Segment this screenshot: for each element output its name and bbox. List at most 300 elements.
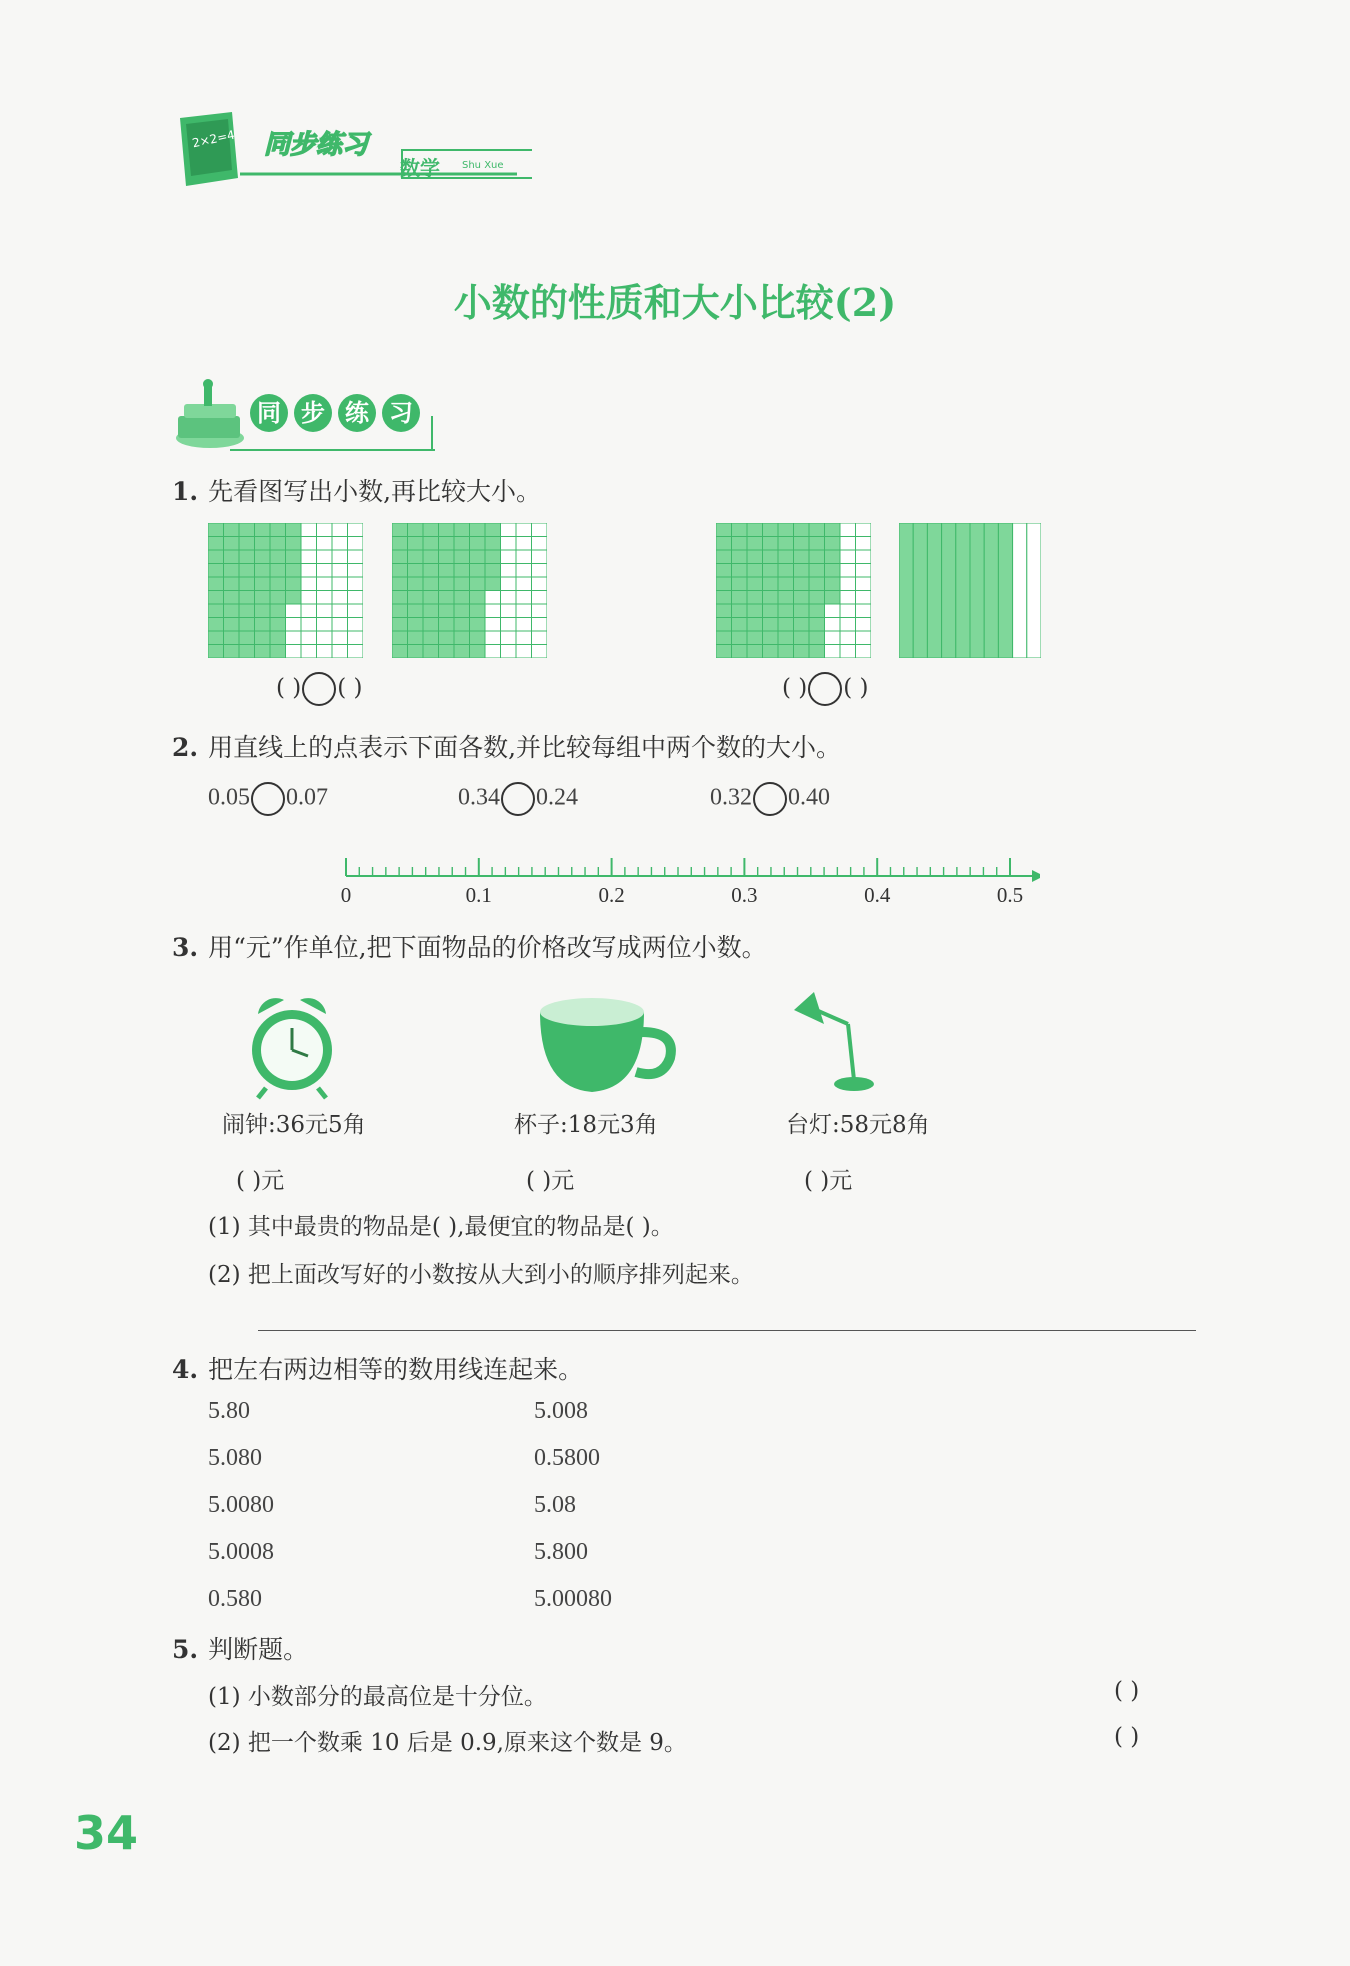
grid-cell — [732, 591, 748, 605]
desk-lamp-icon — [788, 988, 888, 1094]
grid-cell — [470, 591, 486, 605]
grid-cell — [208, 537, 224, 551]
grid-cell — [439, 577, 455, 591]
item-label: 杯子:18元3角 — [514, 1112, 658, 1138]
grid-cell — [485, 631, 501, 645]
grid-cell — [348, 618, 364, 632]
grid-cell — [270, 591, 286, 605]
grid-cell — [825, 645, 841, 659]
grid-cell — [747, 564, 763, 578]
grid-cell — [239, 564, 255, 578]
grid-cell — [794, 618, 810, 632]
grid-cell — [516, 645, 532, 659]
grid-cell — [392, 591, 408, 605]
grid-cell — [501, 523, 517, 537]
grid-cell — [408, 523, 424, 537]
grid-cell — [485, 523, 501, 537]
grid-cell — [809, 564, 825, 578]
grid-strip — [1013, 523, 1027, 658]
grid-cell — [778, 537, 794, 551]
grid-cell — [763, 564, 779, 578]
grid-cell — [270, 631, 286, 645]
grid-cell — [239, 604, 255, 618]
grid-cell — [516, 604, 532, 618]
grid-cell — [825, 604, 841, 618]
grid-cell — [286, 550, 302, 564]
question-5 — [172, 1630, 308, 1666]
compare-circle[interactable] — [808, 672, 842, 706]
grid-cell — [516, 618, 532, 632]
grid-cell — [732, 645, 748, 659]
left-value[interactable]: 5.0008 — [208, 1539, 274, 1565]
grid-cell — [501, 550, 517, 564]
grid-cell — [317, 550, 333, 564]
right-value[interactable]: 5.800 — [534, 1539, 588, 1565]
question-number: 5. — [172, 1635, 199, 1664]
grid-cell — [439, 550, 455, 564]
grid-cell — [286, 577, 302, 591]
grid-cell — [255, 591, 271, 605]
grid-cell — [348, 631, 364, 645]
grid-cell — [747, 604, 763, 618]
tick-label: 0.4 — [864, 883, 891, 907]
compare-blank-left[interactable]: ( ) ( ) — [276, 672, 363, 706]
grid-cell — [763, 523, 779, 537]
grid-cell — [423, 645, 439, 659]
compare-circle[interactable] — [501, 782, 535, 816]
grid-cell — [716, 618, 732, 632]
grid-cell — [825, 618, 841, 632]
subject-text: 数学 — [400, 156, 440, 180]
grid-cell — [239, 631, 255, 645]
grid-cell — [716, 604, 732, 618]
grid-cell — [255, 537, 271, 551]
grid-cell — [840, 564, 856, 578]
grid-cell — [516, 631, 532, 645]
grid-cell — [255, 550, 271, 564]
grid-cell — [856, 523, 872, 537]
grid-cell — [794, 631, 810, 645]
grid-cell — [470, 631, 486, 645]
grid-cell — [825, 523, 841, 537]
left-value[interactable]: 5.80 — [208, 1398, 250, 1424]
grid-cell — [348, 523, 364, 537]
question-2 — [172, 728, 841, 764]
judge-blank[interactable]: ( ) — [1114, 1678, 1140, 1704]
grid-cell — [332, 577, 348, 591]
grid-cell — [317, 631, 333, 645]
grid-cell — [732, 523, 748, 537]
grid-cell — [392, 631, 408, 645]
grid-cell — [392, 537, 408, 551]
question-4 — [172, 1350, 583, 1386]
grid-cell — [501, 645, 517, 659]
cup-icon — [536, 996, 676, 1096]
grid-cell — [408, 537, 424, 551]
grid-cell — [423, 618, 439, 632]
grid-cell — [470, 564, 486, 578]
number-line — [320, 848, 1040, 908]
grid-cell — [301, 618, 317, 632]
grid-cell — [332, 604, 348, 618]
grid-cell — [532, 523, 548, 537]
left-value[interactable]: 0.580 — [208, 1586, 262, 1612]
grid-cell — [778, 604, 794, 618]
grid-cell — [255, 631, 271, 645]
grid-cell — [840, 631, 856, 645]
grid-cell — [809, 577, 825, 591]
grid-cell — [332, 618, 348, 632]
grid-4 — [899, 523, 1041, 658]
grid-cell — [501, 604, 517, 618]
grid-cell — [317, 537, 333, 551]
grid-cell — [516, 537, 532, 551]
grid-cell — [809, 645, 825, 659]
grid-cell — [439, 591, 455, 605]
question-text: 用“元”作单位,把下面物品的价格改写成两位小数。 — [208, 933, 767, 962]
grid-cell — [470, 618, 486, 632]
grid-cell — [716, 631, 732, 645]
grid-cell — [332, 537, 348, 551]
grid-cell — [747, 550, 763, 564]
grid-cell — [485, 537, 501, 551]
grid-cell — [408, 645, 424, 659]
grid-cell — [224, 577, 240, 591]
page-number: 34 — [74, 1806, 139, 1860]
judge-blank[interactable]: ( ) — [1114, 1724, 1140, 1750]
grid-cell — [747, 537, 763, 551]
grid-cell — [270, 645, 286, 659]
grid-cell — [794, 550, 810, 564]
grid-3 — [716, 523, 871, 658]
grid-cell — [239, 618, 255, 632]
grid-cell — [208, 550, 224, 564]
grid-cell — [224, 537, 240, 551]
grid-cell — [270, 537, 286, 551]
grid-cell — [732, 564, 748, 578]
grid-cell — [224, 550, 240, 564]
grid-cell — [840, 618, 856, 632]
grid-strip — [984, 523, 998, 658]
grid-cell — [747, 631, 763, 645]
header-logo — [172, 108, 532, 188]
grid-cell — [840, 604, 856, 618]
grid-cell — [809, 550, 825, 564]
brand-text: 同步练习 — [264, 130, 369, 160]
grid-cell — [470, 537, 486, 551]
grid-cell — [856, 591, 872, 605]
grid-cell — [454, 604, 470, 618]
grid-cell — [732, 537, 748, 551]
grid-cell — [501, 577, 517, 591]
answer-line[interactable] — [258, 1330, 1196, 1331]
grid-cell — [392, 618, 408, 632]
grid-cell — [208, 604, 224, 618]
compare-blank-right[interactable]: ( ) ( ) — [782, 672, 869, 706]
question-number: 2. — [172, 733, 199, 762]
grid-cell — [208, 645, 224, 659]
compare-circle[interactable] — [302, 672, 336, 706]
grid-cell — [840, 550, 856, 564]
grid-cell — [408, 550, 424, 564]
grid-cell — [501, 631, 517, 645]
grid-cell — [485, 618, 501, 632]
grid-cell — [224, 604, 240, 618]
section-char: 练 — [338, 394, 376, 432]
grid-cell — [470, 550, 486, 564]
grid-cell — [348, 550, 364, 564]
grid-cell — [423, 537, 439, 551]
grid-cell — [732, 550, 748, 564]
grid-cell — [270, 604, 286, 618]
grid-cell — [809, 591, 825, 605]
grid-cell — [301, 604, 317, 618]
grid-cell — [270, 618, 286, 632]
grid-cell — [856, 550, 872, 564]
grid-cell — [332, 564, 348, 578]
grid-cell — [763, 618, 779, 632]
grid-cell — [532, 564, 548, 578]
grid-cell — [332, 523, 348, 537]
grid-cell — [317, 577, 333, 591]
grid-cell — [255, 618, 271, 632]
grid-cell — [392, 550, 408, 564]
grid-cell — [301, 550, 317, 564]
grid-cell — [470, 577, 486, 591]
grid-cell — [470, 604, 486, 618]
grid-cell — [794, 645, 810, 659]
grid-cell — [423, 604, 439, 618]
grid-cell — [470, 645, 486, 659]
grid-cell — [532, 645, 548, 659]
price-blank[interactable]: ( )元 — [804, 1168, 853, 1194]
grid-cell — [485, 604, 501, 618]
grid-cell — [454, 591, 470, 605]
grid-cell — [332, 550, 348, 564]
grid-cell — [825, 537, 841, 551]
compare-circle[interactable] — [753, 782, 787, 816]
grid-cell — [423, 631, 439, 645]
question-text: 先看图写出小数,再比较大小。 — [208, 477, 542, 506]
grid-cell — [439, 645, 455, 659]
grid-cell — [763, 577, 779, 591]
grid-cell — [270, 564, 286, 578]
grid-cell — [439, 523, 455, 537]
grid-cell — [423, 564, 439, 578]
price-blank[interactable]: ( )元 — [526, 1168, 575, 1194]
grid-cell — [301, 537, 317, 551]
price-blank[interactable]: ( )元 — [236, 1168, 285, 1194]
grid-cell — [532, 591, 548, 605]
grid-1 — [208, 523, 363, 658]
sub-question-2: (2) 把上面改写好的小数按从大到小的顺序排列起来。 — [208, 1262, 754, 1288]
grid-cell — [794, 523, 810, 537]
grid-cell — [840, 591, 856, 605]
right-value[interactable]: 5.00080 — [534, 1586, 612, 1612]
grid-cell — [392, 604, 408, 618]
grid-strip — [956, 523, 970, 658]
grid-cell — [332, 631, 348, 645]
grid-strip — [1027, 523, 1041, 658]
section-char: 同 — [250, 394, 288, 432]
grid-cell — [317, 604, 333, 618]
grid-cell — [317, 645, 333, 659]
grid-cell — [716, 523, 732, 537]
grid-cell — [454, 537, 470, 551]
grid-strip — [913, 523, 927, 658]
grid-cell — [348, 564, 364, 578]
grid-cell — [825, 564, 841, 578]
grid-cell — [516, 550, 532, 564]
tick-label: 0 — [340, 883, 352, 907]
grid-cell — [825, 631, 841, 645]
grid-cell — [778, 550, 794, 564]
left-value[interactable]: 5.080 — [208, 1445, 262, 1471]
grid-cell — [239, 591, 255, 605]
compare-pair: 0.05 0.07 — [208, 782, 328, 816]
grid-cell — [286, 537, 302, 551]
grid-cell — [224, 618, 240, 632]
question-1 — [172, 472, 541, 508]
grid-cell — [778, 631, 794, 645]
grid-cell — [224, 523, 240, 537]
right-value[interactable]: 0.5800 — [534, 1445, 600, 1471]
grid-cell — [809, 618, 825, 632]
grid-cell — [794, 604, 810, 618]
grid-cell — [239, 523, 255, 537]
question-text: 判断题。 — [208, 1635, 309, 1664]
page-title: 小数的性质和大小比较(2) — [453, 280, 897, 325]
grid-cell — [208, 631, 224, 645]
grid-cell — [239, 550, 255, 564]
grid-cell — [317, 523, 333, 537]
grid-cell — [716, 645, 732, 659]
grid-cell — [763, 645, 779, 659]
grid-cell — [348, 537, 364, 551]
grid-cell — [317, 564, 333, 578]
grid-cell — [317, 618, 333, 632]
grid-cell — [286, 631, 302, 645]
grid-cell — [778, 618, 794, 632]
grid-cell — [747, 645, 763, 659]
grid-cell — [286, 604, 302, 618]
grid-cell — [825, 591, 841, 605]
grid-cell — [485, 564, 501, 578]
grid-cell — [408, 577, 424, 591]
grid-cell — [809, 523, 825, 537]
grid-cell — [532, 604, 548, 618]
grid-cell — [763, 550, 779, 564]
grid-cell — [747, 577, 763, 591]
grid-cell — [516, 577, 532, 591]
grid-cell — [270, 550, 286, 564]
grid-cell — [778, 577, 794, 591]
grid-cell — [809, 631, 825, 645]
grid-strip — [998, 523, 1012, 658]
grid-cell — [423, 577, 439, 591]
grid-cell — [716, 564, 732, 578]
grid-cell — [224, 645, 240, 659]
grid-cell — [208, 591, 224, 605]
grid-cell — [501, 591, 517, 605]
grid-cell — [516, 564, 532, 578]
grid-cell — [439, 618, 455, 632]
left-value[interactable]: 5.0080 — [208, 1492, 274, 1518]
grid-cell — [301, 577, 317, 591]
grid-cell — [732, 631, 748, 645]
grid-cell — [423, 591, 439, 605]
grid-cell — [732, 604, 748, 618]
grid-cell — [408, 591, 424, 605]
grid-strip — [942, 523, 956, 658]
grid-cell — [732, 618, 748, 632]
item-label: 台灯:58元8角 — [786, 1112, 930, 1138]
grid-cell — [239, 577, 255, 591]
grid-cell — [392, 577, 408, 591]
section-char: 步 — [294, 394, 332, 432]
grid-cell — [439, 537, 455, 551]
grid-cell — [423, 523, 439, 537]
grid-cell — [392, 523, 408, 537]
sub-question-1: (1) 其中最贵的物品是( ),最便宜的物品是( )。 — [208, 1214, 674, 1240]
judge-item: (2) 把一个数乘 10 后是 0.9,原来这个数是 9。 — [208, 1730, 687, 1756]
grid-cell — [485, 577, 501, 591]
grid-cell — [255, 604, 271, 618]
grid-cell — [516, 523, 532, 537]
grid-cell — [208, 618, 224, 632]
grid-cell — [763, 537, 779, 551]
grid-cell — [747, 591, 763, 605]
grid-cell — [255, 523, 271, 537]
grid-cell — [794, 577, 810, 591]
grid-cell — [224, 591, 240, 605]
right-value[interactable]: 5.08 — [534, 1492, 576, 1518]
right-value[interactable]: 5.008 — [534, 1398, 588, 1424]
grid-cell — [301, 631, 317, 645]
grid-strip — [927, 523, 941, 658]
grid-cell — [286, 645, 302, 659]
grid-cell — [470, 523, 486, 537]
grid-cell — [501, 564, 517, 578]
grid-cell — [778, 645, 794, 659]
grid-cell — [716, 537, 732, 551]
grid-cell — [301, 523, 317, 537]
tick-label: 0.1 — [465, 883, 492, 907]
grid-cell — [856, 618, 872, 632]
grid-cell — [439, 631, 455, 645]
grid-cell — [224, 631, 240, 645]
section-banner — [170, 378, 450, 458]
grid-cell — [317, 591, 333, 605]
grid-cell — [239, 537, 255, 551]
question-text: 把左右两边相等的数用线连起来。 — [208, 1355, 584, 1384]
grid-cell — [778, 523, 794, 537]
compare-circle[interactable] — [251, 782, 285, 816]
grid-cell — [856, 604, 872, 618]
grid-cell — [286, 618, 302, 632]
grid-cell — [840, 523, 856, 537]
grid-cell — [208, 577, 224, 591]
grid-cell — [485, 645, 501, 659]
grid-cell — [348, 645, 364, 659]
grid-cell — [794, 591, 810, 605]
grid-cell — [454, 577, 470, 591]
grid-cell — [255, 645, 271, 659]
grid-cell — [255, 577, 271, 591]
grid-cell — [301, 645, 317, 659]
alarm-clock-icon — [244, 990, 340, 1100]
section-char: 习 — [382, 394, 420, 432]
